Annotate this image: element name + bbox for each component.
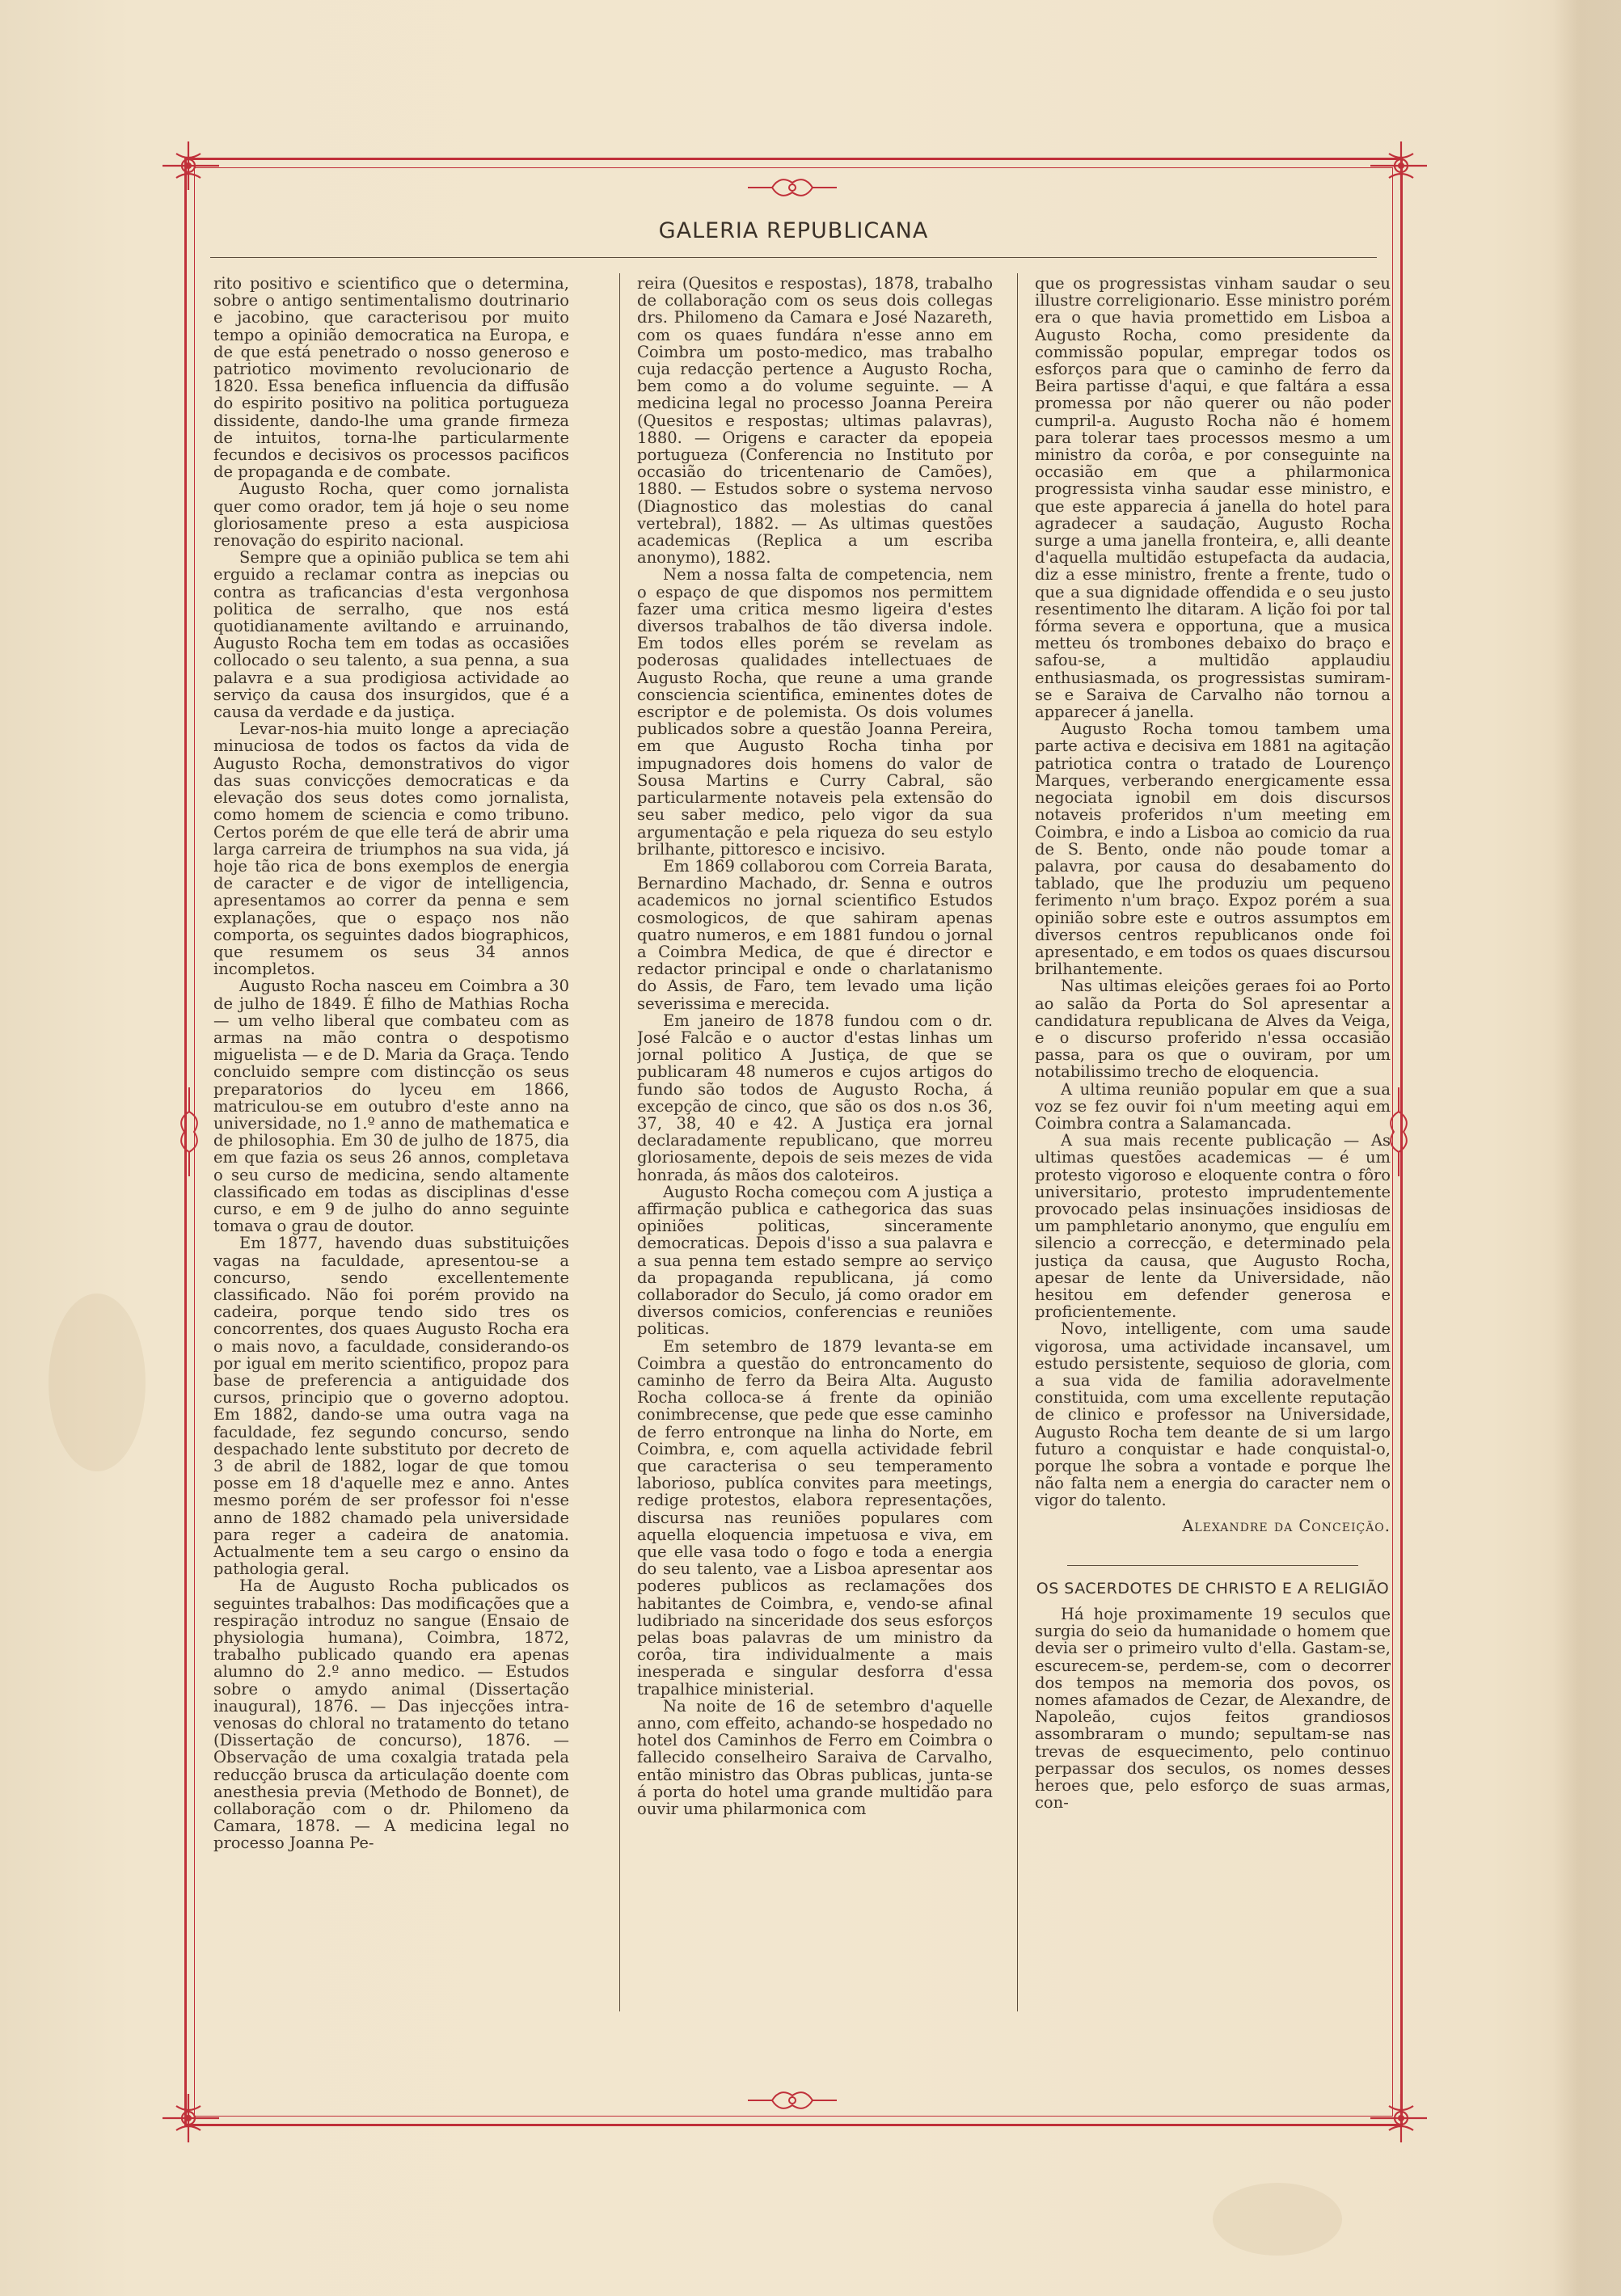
corner-ornament-icon bbox=[158, 2090, 223, 2146]
paragraph: Sempre que a opinião publica se tem ahi erguido a reclamar contra as inepcias ou contra as traficancias d'esta vergonhosa politica de serralho, que nos está quotidianamente aviltando e arruinando, Augusto Rocha tem em todas as occasiões collocado o seu talento, a sua penna, a sua palavra e a sua prodigiosa actividade ao serviço da causa dos insurgidos, que é a causa da verdade e da justiça. bbox=[213, 548, 569, 722]
column-divider bbox=[619, 273, 620, 2011]
paragraph: A ultima reunião popular em que a sua voz se fez ouvir foi n'um meeting aqui em Coimbra contra a Salamancada. bbox=[1035, 1079, 1391, 1133]
side-ornament-icon bbox=[173, 1087, 205, 1176]
column-divider bbox=[1017, 273, 1018, 2011]
corner-ornament-icon bbox=[1366, 2090, 1431, 2146]
paper-fold-shadow bbox=[1552, 0, 1621, 2296]
paragraph: Em setembro de 1879 levanta-se em Coimbra a questão do entroncamento do caminho de ferro da Beira Alta. Augusto Rocha colloca-se á frente da opinião conimbrecense, que pede que esse caminho de ferro entronque na linha do Norte, em Coimbra, e, com aquella actividade febril que caracterisa o seu temperamento laborioso, publíca convites para meetings, redige protestos, elabora representações, discursa nas reuniões populares com aquella eloquencia impetuosa e viva, em que elle vasa todo o fogo e toda a energia do seu talento, vae a Lisboa apresentar aos poderes publicos as reclamações dos habitantes de Coimbra, e, vendo-se afinal ludibriado na sinceridade dos seus esforços pelas boas palavras de um ministro da corôa, tira individualmente a mais inesperada e singular desforra d'essa trapalhice ministerial. bbox=[637, 1336, 993, 1699]
text-column-2 bbox=[637, 275, 993, 2045]
paper-stain bbox=[49, 1294, 146, 1471]
paragraph: Na noite de 16 de setembro d'aquelle anno, com effeito, achando-se hospedado no hotel dos Caminhos de Ferro em Coimbra o fallecido conselheiro Saraiva de Carvalho, então ministro das Obras publicas, junta-se á porta do hotel uma grande multidão para ouvir uma philarmonica com bbox=[637, 1696, 993, 1819]
section-title: OS SACERDOTES DE CHRISTO E A RELIGIÃO bbox=[1036, 1579, 1390, 1597]
paragraph: Augusto Rocha começou com A justiça a affirmação publica e cathegorica das suas opiniões politicas, sinceramente democraticas. Depois d'isso a sua palavra e a sua penna tem estado sempre ao serviço da propaganda republicana, já como collaborador do Seculo, já como orador em diversos comicios, conferencias e reuniões politicas. bbox=[637, 1182, 993, 1339]
paragraph: Há hoje proximamente 19 seculos que surgia do seio da humanidade o homem que devia ser o primeiro vulto d'ella. Gastam-se, escurecem-se, perdem-se, com o decorrer dos tempos na memoria dos povos, os nomes afamados de Cezar, de Alexandre, de Napoleão, cujos feitos grandiosos assombraram o mundo; sepultam-se nas trevas de esquecimento, pelo continuo perpassar dos seculos, os nomes desses heroes que, pelo esforço de suas armas, con- bbox=[1035, 1605, 1391, 1813]
paragraph: A sua mais recente publicação — As ultimas questões academicas — é um protesto vigoroso e eloquente contra o fôro universitario, protesto imprudentemente provocado pelas insinuações insidiosas de um pamphletario anonymo, que engulíu em silencio a correcção, e determinado pela justiça da causa, que Augusto Rocha, apesar de lente da Universidade, não hesitou em defender generosa e proficientemente. bbox=[1035, 1131, 1391, 1322]
paragraph: Em janeiro de 1878 fundou com o dr. José Falcão e o auctor d'estas linhas um jornal politico A Justiça, de que se publicaram 48 numeros e cujos artigos do fundo são todos de Augusto Rocha, á excepção de cinco, que são os dos n.os 36, 37, 38, 40 e 42. A Justiça era jornal declaradamente republicano, que morreu gloriosamente, depois de seis mezes de vida honrada, ás mãos dos caloteiros. bbox=[637, 1011, 993, 1184]
text-column-3 bbox=[1035, 275, 1391, 2045]
paragraph: Em 1877, havendo duas substituições vagas na faculdade, apresentou-se a concurso, sendo excellentemente classificado. Não foi porém provido na cadeira, porque tendo sido tres os concorrentes, dos quaes Augusto Rocha era o mais novo, a faculdade, considerando-os por igual em merito scientifico, propoz para base de preferencia a antiguidade dos cursos, principio que o governo adoptou. Em 1882, dando-se uma outra vaga na faculdade, fez segundo concurso, sendo despachado lente substituto por decreto de 3 de abril de 1882, logar de que tomou posse em 18 d'aquelle mez e anno. Antes mesmo porém de ser professor foi n'esse anno de 1882 chamado pela universidade para reger a cadeira de anatomia. Actualmente tem a seu cargo o ensino da pathologia geral. bbox=[213, 1234, 569, 1579]
author-signature: Alexandre da Conceição. bbox=[1182, 1516, 1391, 1535]
paragraph: Em 1869 collaborou com Correia Barata, Bernardino Machado, dr. Senna e outros academicos no jornal scientifico Estudos cosmologicos, de que sahiram apenas quatro numeros, e em 1881 fundou o jornal a Coimbra Medica, de que é director e redactor principal e onde o charlatanismo do Assis, de Faro, tem levado uma lição severissima e merecida. bbox=[637, 856, 993, 1013]
paragraph: Ha de Augusto Rocha publicados os seguintes trabalhos: Das modificações que a respiração introduz no sangue (Ensaio de physiologia humana), Coimbra, 1872, trabalho publicado quando era apenas alumno do 2.º anno medico. — Estudos sobre o amydo animal (Dissertação inaugural), 1876. — Das injecções intra-venosas do chloral no tratamento do tetano (Dissertação de concurso), 1876. — Observação de uma coxalgia tratada pela reducção brusca da articulação doente com anesthesia previa (Methodo de Bonnet), de collaboração com o dr. Philomeno da Camara, 1878. — A medicina legal no processo Joanna Pe- bbox=[213, 1576, 569, 1853]
top-center-ornament-icon bbox=[748, 171, 837, 204]
paper-stain bbox=[1213, 2183, 1342, 2256]
section-divider bbox=[1067, 1565, 1358, 1566]
corner-ornament-icon bbox=[158, 137, 223, 194]
paragraph: Nem a nossa falta de competencia, nem o espaço de que dispomos nos permittem fazer uma critica mesmo ligeira d'estes diversos trabalhos de tão diversa indole. Em todos elles porém se revelam as poderosas qualidades intellectuaes de Augusto Rocha, que reune a uma grande consciencia scientifica, eminentes dotes de escriptor e de polemista. Os dois volumes publicados sobre a questão Joanna Pereira, em que Augusto Rocha tinha por impugnadores dois homens do valor de Sousa Martins e Curry Cabral, são particularmente notaveis pela extensão do seu saber medico, pelo vigor da sua argumentação e pela riqueza do seu estylo brilhante, pittoresco e incisivo. bbox=[637, 565, 993, 859]
paragraph: rito positivo e scientifico que o determina, sobre o antigo sentimentalismo doutrinario e jacobino, que caracterisou por muito tempo a opinião democratica na Europa, e de que está penetrado o nosso generoso e patriotico movimento revolucionario de 1820. Essa benefica influencia da diffusão do espirito positivo na politica portugueza dissidente, dando-lhe uma grande firmeza de intuitos, torna-lhe particularmente fecundos e decisivos os processos pacificos de propaganda e de combate. bbox=[213, 275, 569, 482]
paragraph: que os progressistas vinham saudar o seu illustre correligionario. Esse ministro porém era o que havia promettido em Lisboa a Augusto Rocha, como presidente da commissão popular, empregar todos os esforços para que o caminho de ferro da Beira partisse d'aqui, e que faltára a essa promessa por não querer ou não poder cumpril-a. Augusto Rocha não é homem para tolerar taes processos mesmo a um ministro da corôa, e por conseguinte na occasião em que a philarmonica progressista vinha saudar esse ministro, e que este apparecia á janella do hotel para agradecer a saudação, Augusto Rocha surge a uma janella fronteira, e, alli deante d'aquella multidão estupefacta da audacia, diz a esse ministro, frente a frente, tudo o que a sua dignidade offendida e o seu justo resentimento lhe ditaram. A lição foi por tal fórma severa e opportuna, que a musica metteu ós trombones debaixo do braço e safou-se, a multidão applaudiu enthusiasmada, os progressistas sumiram-se e Saraiva de Carvalho não tornou a apparecer á janella. bbox=[1035, 275, 1391, 722]
paragraph: Augusto Rocha tomou tambem uma parte activa e decisiva em 1881 na agitação patriotica contra o tratado de Lourenço Marques, verberando energicamente essa negociata ignobil em dois discursos notaveis proferidos n'um meeting em Coimbra, e indo a Lisboa ao comicio da rua de S. Bento, onde não poude tomar a palavra, por causa do desabamento do tablado, que lhe produziu um pequeno ferimento n'um braço. Expoz porém a sua opinião sobre este e outros assumptos em diversos centros republicanos onde foi apresentado, e em todos os quaes discursou brilhantemente. bbox=[1035, 720, 1391, 979]
text-column-1 bbox=[213, 275, 569, 2045]
corner-ornament-icon bbox=[1366, 137, 1431, 194]
paragraph: Levar-nos-hia muito longe a apreciação minuciosa de todos os factos da vida de Augusto Rocha, demonstrativos do vigor das suas convicções democraticas e da elevação dos seus dotes como jornalista, como homem de sciencia e como tribuno. Certos porém de que elle terá de abrir uma larga carreira de triumphos na sua vida, já hoje tão rica de bons exemplos de energia de caracter e de vigor de intelligencia, apresentamos ao correr da penna e sem explanações, que o espaço nos não comporta, os seguintes dados biographicos, que resumem os seus 34 annos incompletos. bbox=[213, 720, 569, 979]
paragraph: Augusto Rocha nasceu em Coimbra a 30 de julho de 1849. É filho de Mathias Rocha — um velho liberal que combateu com as armas na mão contra o despotismo miguelista — e de D. Maria da Graça. Tendo concluido sempre com distincção os seus preparatorios do lyceu em 1866, matriculou-se em outubro d'este anno na universidade, no 1.º anno de mathematica e de philosophia. Em 30 de julho de 1875, dia em que fazia os seus 26 annos, completava o seu curso de medicina, sendo altamente classificado em todas as disciplinas d'esse curso, e em 9 de julho do anno seguinte tomava o grau de doutor. bbox=[213, 977, 569, 1236]
page-header: GALERIA REPUBLICANA bbox=[658, 218, 929, 243]
paragraph: Novo, intelligente, com uma saude vigorosa, uma actividade incansavel, um estudo persistente, sequioso de gloria, com a sua vida de familia adoravelmente constituida, com uma excellente reputação de clinico e professor na Universidade, Augusto Rocha tem deante de si um largo futuro a conquistar e hade conquistal-o, porque lhe sobra a vontade e porque lhe não falta nem a energia do caracter nem o vigor do talento. bbox=[1035, 1319, 1391, 1510]
paragraph: reira (Quesitos e respostas), 1878, trabalho de collaboração com os seus dois collegas drs. Philomeno da Camara e José Nazareth, com os quaes fundára n'esse anno em Coimbra um posto-medico, mas trabalho cuja redacção pertence a Augusto Rocha, bem como a do volume seguinte. — A medicina legal no processo Joanna Pereira (Quesitos e respostas; ultimas palavras), 1880. — Origens e caracter da epopeia portugueza (Conferencia no Instituto por occasião do tricentenario de Camões), 1880. — Estudos sobre o systema nervoso (Diagnostico das molestias do canal vertebral), 1882. — As ultimas questões academicas (Replica a um escriba anonymo), 1882. bbox=[637, 275, 993, 568]
paragraph: Augusto Rocha, quer como jornalista quer como orador, tem já hoje o seu nome gloriosamente preso a esta auspiciosa renovação do espirito nacional. bbox=[213, 479, 569, 551]
paragraph: Nas ultimas eleições geraes foi ao Porto ao salão da Porta do Sol apresentar a candidatura republicana de Alves da Veiga, e o discurso proferido n'essa occasião passa, para os que o ouviram, por um notabilissimo trecho de eloquencia. bbox=[1035, 977, 1391, 1082]
header-rule bbox=[210, 257, 1377, 258]
bottom-center-ornament-icon bbox=[748, 2084, 837, 2117]
